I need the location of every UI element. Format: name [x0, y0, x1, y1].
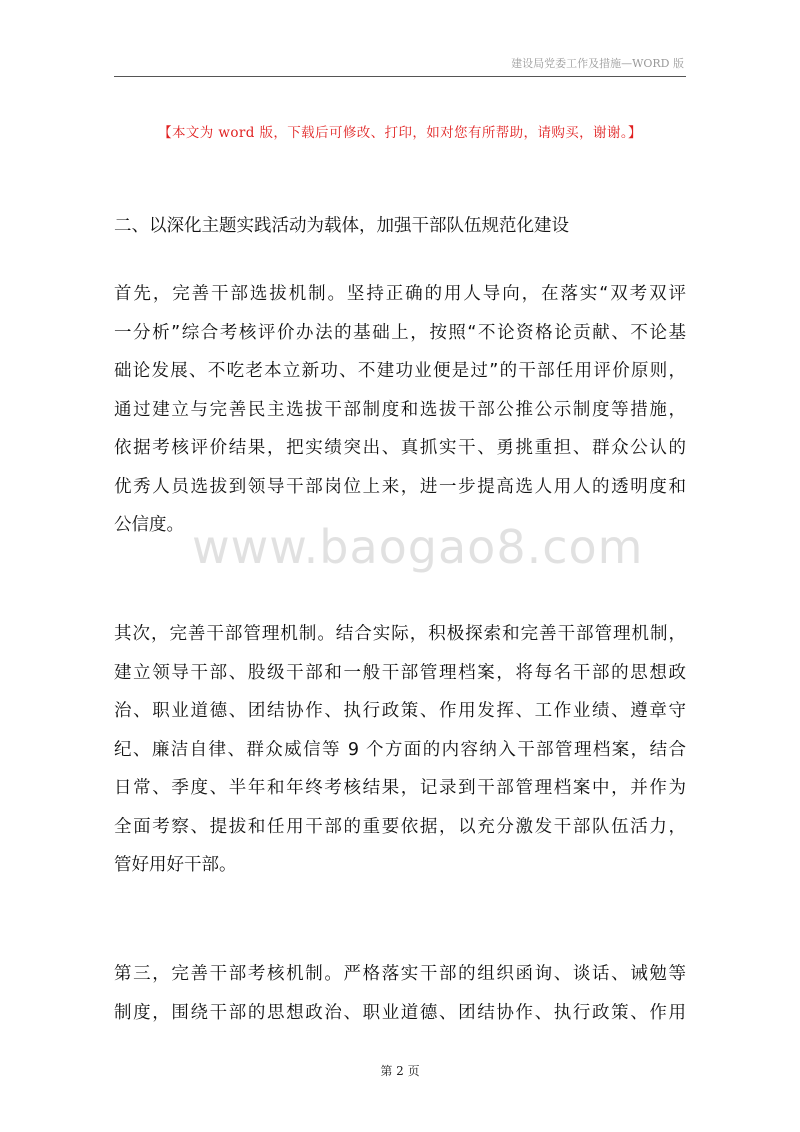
paragraph-management-mechanism [114, 615, 686, 885]
paragraph-line: 管好用好干部。 [114, 855, 237, 875]
paragraph-line: 治、职业道德、团结协作、执行政策、作用发挥、工作业绩、遵章守 [114, 701, 686, 721]
paragraph-line: 第三，完善干部考核机制。严格落实干部的组织函询、谈话、诫勉等 [114, 964, 686, 984]
paragraph-line: 础论发展、不吃老本立新功、不建功业便是过”的干部任用评价原则， [114, 361, 686, 381]
watermark: www.baogao8.com [192, 520, 644, 574]
paragraph-line: 通过建立与完善民主选拔干部制度和选拔干部公推公示制度等措施， [114, 399, 686, 420]
paragraph-line: 纪、廉洁自律、群众威信等 9 个方面的内容纳入干部管理档案，结合 [114, 739, 686, 760]
section-heading: 二、以深化主题实践活动为载体，加强干部队伍规范化建设 [114, 216, 569, 236]
paragraph-line: 首先，完善干部选拔机制。坚持正确的用人导向，在落实“双考双评 [114, 284, 686, 304]
paragraph-line: 公信度。 [114, 515, 184, 535]
paragraph-line: 建立领导干部、股级干部和一般干部管理档案，将每名干部的思想政 [114, 662, 686, 683]
purchase-notice: 【本文为 word 版，下载后可修改、打印，如对您有所帮助，请购买，谢谢。】 [158, 125, 642, 141]
paragraph-line: 其次，完善干部管理机制。结合实际，积极探索和完善干部管理机制， [114, 624, 686, 644]
paragraph-line: 优秀人员选拔到领导干部岗位上来，进一步提高选人用人的透明度和 [114, 476, 686, 497]
paragraph-assessment-mechanism [114, 955, 686, 1032]
header-divider [114, 76, 686, 77]
paragraph-selection-mechanism [114, 275, 686, 545]
document-header-title: 建设局党委工作及措施—WORD 版 [511, 57, 684, 70]
paragraph-line: 日常、季度、半年和年终考核结果，记录到干部管理档案中，并作为 [114, 778, 686, 798]
paragraph-line: 一分析”综合考核评价办法的基础上，按照“不论资格论贡献、不论基 [114, 322, 686, 343]
paragraph-line: 制度，围绕干部的思想政治、职业道德、团结协作、执行政策、作用 [114, 1002, 686, 1023]
page-number: 第 2 页 [380, 1064, 420, 1078]
paragraph-line: 全面考察、提拔和任用干部的重要依据，以充分激发干部队伍活力， [114, 816, 686, 837]
paragraph-line: 依据考核评价结果，把实绩突出、真抓实干、勇挑重担、群众公认的 [114, 438, 686, 458]
